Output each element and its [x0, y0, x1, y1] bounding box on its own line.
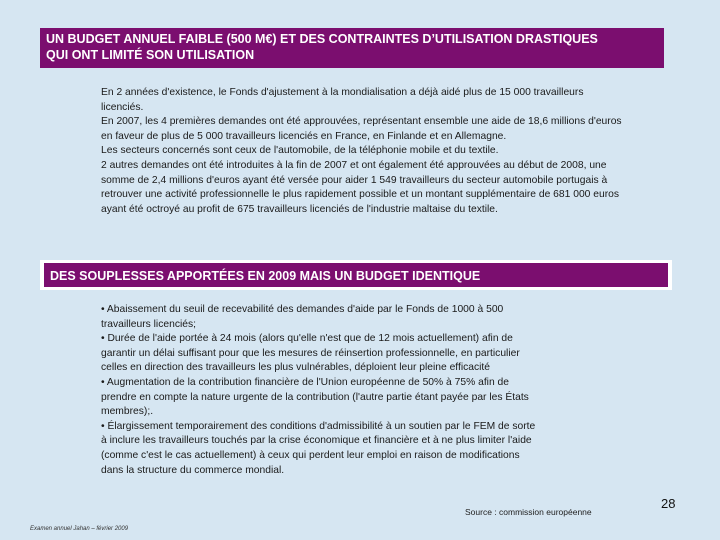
section1-title-line1: UN BUDGET ANNUEL FAIBLE (500 M€) ET DES CONTRAINTES D’UTILISATION DRASTIQUES	[46, 32, 598, 46]
section2-body	[101, 303, 616, 478]
section2-title-banner	[44, 263, 668, 287]
bullet-line: prendre en compte la nature urgente de la contribution (l'autre partie étant payée par les États	[101, 391, 529, 403]
bullet-line: • Augmentation de la contribution financière de l'Union européenne de 50% à 75% afin de	[101, 376, 510, 388]
section1-title-line2: QUI ONT LIMITÉ SON UTILISATION	[46, 48, 255, 62]
body-line: En 2007, les 4 premières demandes ont été approuvées, représentant ensemble une aide de 18,6 millions d'euros	[101, 116, 622, 128]
bullet-line: travailleurs licenciés;	[101, 318, 196, 330]
bullet-line: • Abaissement du seuil de recevabilité des demandes d'aide par le Fonds de 1000 à 500	[101, 304, 504, 315]
body-line: Les secteurs concernés sont ceux de l'automobile, de la téléphonie mobile et du textile.	[101, 145, 499, 157]
bullet-line: celles en direction des travailleurs les plus vulnérables, déploient leur pleine efficacité	[101, 362, 491, 374]
page-number: 28	[661, 496, 676, 511]
bullet-line: garantir un délai suffisant pour que les mesures de réinsertion professionnelle, en particulier	[101, 347, 520, 359]
bullet-line: (comme c'est le cas actuellement) à ceux qui perdent leur emploi en raison de modifications	[101, 449, 520, 461]
section2-title: DES SOUPLESSES APPORTÉES EN 2009 MAIS UN BUDGET IDENTIQUE	[50, 269, 481, 283]
section1-body	[101, 86, 713, 217]
bullet-line: membres);.	[101, 406, 154, 418]
body-line: En 2 années d'existence, le Fonds d'ajustement à la mondialisation a déjà aidé plus de 15 000 travailleurs	[101, 87, 584, 98]
source-note: Source : commission européenne	[465, 507, 592, 517]
body-line: 2 autres demandes ont été introduites à la fin de 2007 et ont également été approuvées au début de 2008, une	[101, 159, 607, 171]
body-line: somme de 2,4 millions d'euros ayant été versée pour aider 1 549 travailleurs du secteur automobile portugais à	[101, 174, 608, 186]
section1-title-banner	[40, 28, 664, 68]
bullet-line: • Durée de l'aide portée à 24 mois (alors qu'elle n'est que de 12 mois actuellement) afin de	[101, 333, 513, 345]
body-line: ayant été octroyé au profit de 675 travailleurs licenciés de l'industrie maltaise du textile.	[101, 203, 498, 215]
footer-note: Examen annuel Jahan – février 2009	[30, 526, 129, 532]
bullet-line: • Élargissement temporairement des conditions d'admissibilité à un soutien par le FEM de sorte	[101, 420, 536, 432]
bullet-line: à inclure les travailleurs touchés par la crise économique et financière et à ne plus limiter l'aide	[101, 435, 532, 447]
body-line: retrouver une activité professionnelle le plus rapidement possible et un montant supplémentaire de 681 000 euros	[101, 189, 620, 201]
bullet-line: dans la structure du commerce mondial.	[101, 464, 285, 476]
body-line: en faveur de plus de 5 000 travailleurs licenciés en France, en Finlande et en Allemagne.	[101, 130, 507, 142]
body-line: licenciés.	[101, 101, 144, 113]
